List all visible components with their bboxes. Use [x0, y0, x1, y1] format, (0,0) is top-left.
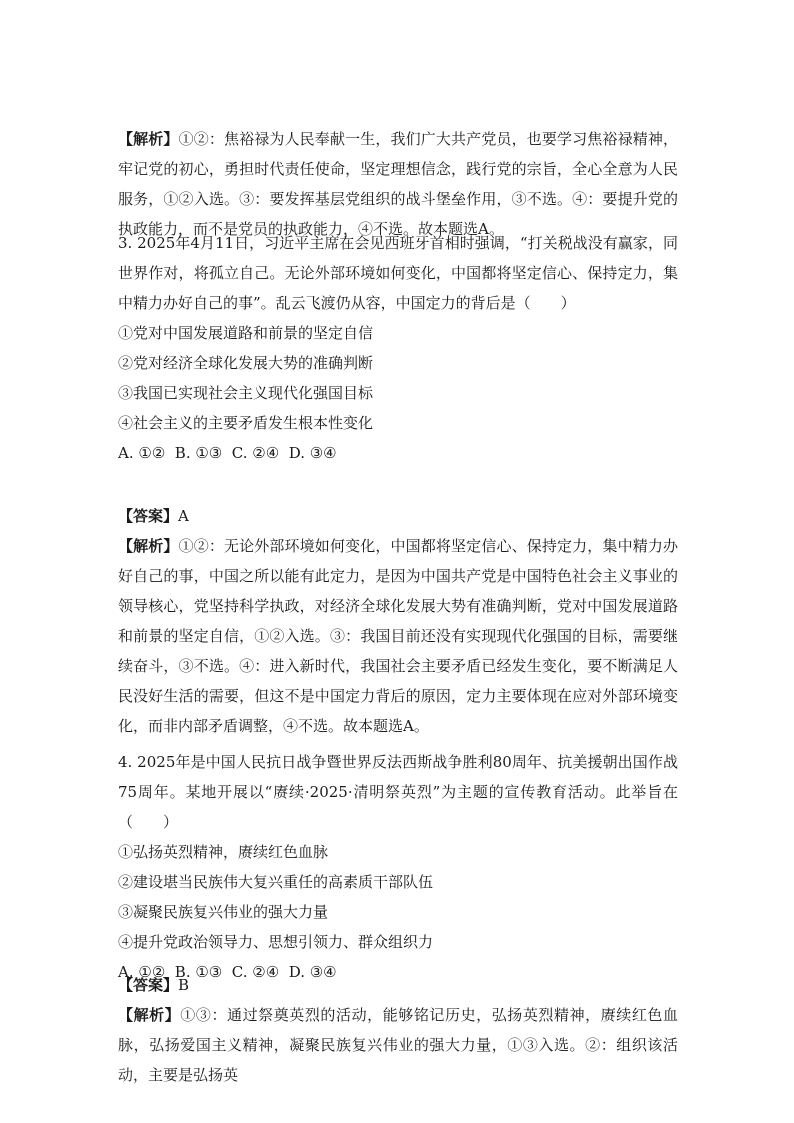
answer-value: A	[178, 507, 189, 525]
option-item: ④提升党政治领导力、思想引领力、群众组织力	[118, 933, 434, 951]
analysis-text: ①②：焦裕禄为人民奉献一生，我们广大共产党员，也要学习焦裕禄精神，牢记党的初心，勇担时代责任使命，坚定理想信念，践行党的宗旨，全心全意为人民服务，①②入选。③：要发挥基层党组织的战斗堡垒作用，③不选。④：要提升党的执政能力，而不是党员的执政能力，④不选。故本题选A。	[118, 130, 678, 238]
option-item: ③我国已实现社会主义现代化强国目标	[118, 384, 374, 402]
option-item: ③凝聚民族复兴伟业的强大力量	[118, 903, 329, 921]
question-3	[118, 228, 678, 468]
analysis-tag: 【解析】	[118, 537, 179, 555]
analysis-paragraph	[118, 124, 678, 244]
analysis-text: ①③：通过祭奠英烈的活动，能够铭记历史，弘扬英烈精神，赓续红色血脉，弘扬爱国主义精神，凝聚民族复兴伟业的强大力量，①③入选。②：组织该活动，主要是弘扬英	[118, 1006, 678, 1084]
question-4-solution	[118, 970, 678, 1090]
answer-value: B	[178, 976, 190, 994]
option-item: ①党对中国发展道路和前景的坚定自信	[118, 324, 374, 342]
option-item: ②建设堪当民族伟大复兴重任的高素质干部队伍	[118, 873, 434, 891]
answer-line	[118, 501, 678, 531]
answer-tag: 【答案】	[118, 976, 179, 994]
option-item: ④社会主义的主要矛盾发生根本性变化	[118, 414, 374, 432]
analysis-paragraph	[118, 531, 678, 741]
choice-line: A. ①② B. ①③ C. ②④ D. ③④	[118, 963, 337, 981]
choice-line: A. ①② B. ①③ C. ②④ D. ③④	[118, 444, 337, 462]
analysis-q2	[118, 124, 678, 244]
option-item: ①弘扬英烈精神，赓续红色血脉	[118, 843, 329, 861]
question-stem: 3. 2025年4月11日，习近平主席在会见西班牙首相时强调，“打关税战没有赢家，同世界作对，将孤立自己。无论外部环境如何变化，中国都将坚定信心、保持定力，集中精力办好自己的事”。乱云飞渡仍从容，中国定力的背后是（ ）	[118, 234, 678, 312]
analysis-tag: 【解析】	[118, 130, 179, 148]
analysis-text: ①②：无论外部环境如何变化，中国都将坚定信心、保持定力，集中精力办好自己的事，中国之所以能有此定力，是因为中国共产党是中国特色社会主义事业的领导核心，党坚持科学执政，对经济全球化发展大势有准确判断，党对中国发展道路和前景的坚定自信，①②入选。③：我国目前还没有实现现代化强国的目标，需要继续奋斗，③不选。④：进入新时代，我国社会主要矛盾已经发生变化，要不断满足人民没好生活的需要，但这不是中国定力背后的原因，定力主要体现在应对外部环境变化，而非内部矛盾调整，④不选。故本题选A。	[118, 537, 678, 735]
question-4	[118, 747, 678, 987]
question-stem: 4. 2025年是中国人民抗日战争暨世界反法西斯战争胜利80周年、抗美援朝出国作战75周年。某地开展以“赓续·2025·清明祭英烈”为主题的宣传教育活动。此举旨在（ ）	[118, 753, 678, 831]
answer-tag: 【答案】	[118, 507, 179, 525]
question-3-solution	[118, 501, 678, 741]
analysis-tag: 【解析】	[118, 1006, 181, 1024]
option-item: ②党对经济全球化发展大势的准确判断	[118, 354, 374, 372]
analysis-paragraph	[118, 1000, 678, 1090]
answer-line	[118, 970, 678, 1000]
